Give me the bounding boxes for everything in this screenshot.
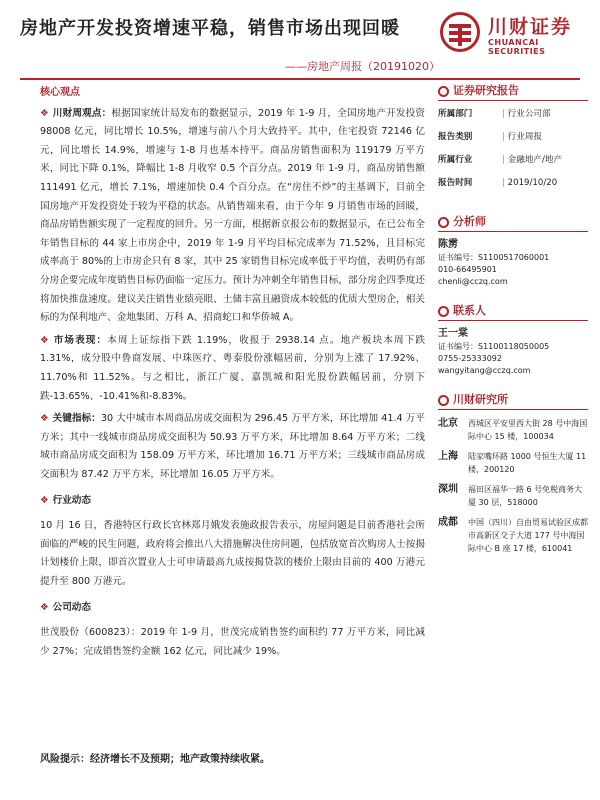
section-dot-icon — [438, 306, 449, 317]
analyst-heading: 分析师 — [438, 215, 588, 229]
report-info-heading: 证券研究报告 — [438, 84, 588, 98]
office-shenzhen: 深圳 福田区福华一路 6 号免税商务大厦 30 层，518000 — [438, 484, 583, 507]
logo-text-en: CHUANCAI SECURITIES — [488, 38, 546, 56]
sidebar-divider — [438, 409, 588, 410]
diamond-bullet-icon: ❖ — [40, 413, 49, 425]
contact-cert: 证书编号：S1100118050005 — [438, 342, 550, 351]
industry-news-heading: ❖ 行业动态 — [40, 495, 91, 507]
logo-text-cn: 川财证券 — [488, 16, 573, 38]
sidebar-divider — [438, 320, 588, 321]
section-dot-icon — [438, 86, 449, 97]
market-performance-paragraph — [40, 332, 425, 406]
report-subtitle: ——房地产周报（20191020） — [285, 60, 440, 73]
report-title: 房地产开发投资增速平稳，销售市场出现回暖 — [20, 18, 400, 39]
contact-name: 王一棠 — [438, 328, 468, 339]
paragraph-text: 30 大中城市本周商品房成交面积为 296.45 万平方米，环比增加 41.4 万平方米；其中一线城市商品房成交面积为 50.93 万平方米，环比增加 8.64 万平方米；二线城市商品房成交面积为 158.09 万平方米，环比增加 16.71 万平方米；三线城市商品房成交面积为 87.42 万平方米，环比增加 16.05 万平方米。 — [40, 413, 425, 480]
diamond-bullet-icon: ❖ — [40, 602, 49, 614]
paragraph-lead: 关键指标： — [52, 413, 101, 425]
sidebar-divider — [438, 100, 588, 101]
logo-mark-icon — [440, 12, 480, 52]
risk-warning: 风险提示：经济增长不及预期；地产政策持续收紧。 — [40, 754, 270, 765]
diamond-bullet-icon: ❖ — [40, 334, 50, 346]
info-row-industry: 所属行业 | 金融地产/地产 — [438, 153, 588, 167]
institute-heading: 川财研究所 — [438, 393, 588, 407]
paragraph-lead: 川财周观点： — [52, 107, 112, 119]
analyst-phone: 010-66495901 — [438, 265, 497, 274]
header-divider — [20, 78, 580, 80]
section-dot-icon — [438, 217, 449, 228]
paragraph-lead: 市场表现： — [53, 334, 108, 346]
key-points-label: 核心观点 — [40, 87, 80, 98]
company-news-text: 世茂股份（600823）：2019 年 1-9 月，世茂完成销售签约面积约 77 万平方米，同比减少 27%；完成销售签约金额 162 亿元，同比减少 19%。 — [40, 627, 425, 657]
key-indicators-paragraph — [40, 410, 425, 484]
sidebar-divider — [438, 231, 588, 232]
industry-news-text: 10 月 16 日，香港特区行政长官林郑月娥发表施政报告表示，房屋问题是目前香港社会所面临的严峻的民生问题，政府将会推出八大措施解决住房问题，包括放宽首次购房人士按揭计划楼价上限，即首次置业人士可申请最高九成按揭贷款的楼价上限由目前的 400 万港元提升至 800 万港元。 — [40, 520, 425, 587]
company-news-heading: ❖ 公司动态 — [40, 602, 91, 614]
analyst-cert: 证书编号：S1100517060001 — [438, 253, 550, 262]
info-row-category: 报告类别 | 行业周报 — [438, 130, 588, 144]
diamond-bullet-icon: ❖ — [40, 107, 49, 119]
info-row-date: 报告时间 | 2019/10/20 — [438, 176, 588, 190]
diamond-bullet-icon: ❖ — [40, 495, 49, 507]
office-shanghai: 上海 陆家嘴环路 1000 号恒生大厦 11 楼，200120 — [438, 451, 587, 474]
analyst-name: 陈雳 — [438, 239, 458, 250]
section-dot-icon — [438, 395, 449, 406]
office-chengdu: 成都 中国（四川）自由贸易试验区成都市高新区交子大道 177 号中海国际中心 B 座 17 楼，610041 — [438, 517, 588, 553]
paragraph-text: 本周上证综指下跌 1.19%，收报于 2938.14 点。地产板块本周下跌 1.31%，成分股中鲁商发展、中珠医疗、粤泰股份涨幅居前，分别为上涨了 17.92%、11.70%和 11.52%。与之相比，浙江广厦、嘉凯城和阳光股份跌幅居前，分别下跌-13.65%、-10.41%和-8.83%。 — [40, 334, 425, 402]
sidebar — [438, 84, 588, 555]
contact-heading: 联系人 — [438, 304, 588, 318]
weekly-view-paragraph — [40, 105, 425, 328]
main-content — [40, 84, 425, 661]
office-beijing: 北京 西城区平安里西大街 28 号中海国际中心 15 楼，100034 — [438, 418, 588, 441]
paragraph-text: 根据国家统计局发布的数据显示，2019 年 1-9 月，全国房地产开发投资 98008 亿元，同比增长 10.5%，增速与前八个月大致持平。其中，住宅投资 72146 亿元，同比增长 14.9%，增速与 1-8 月也基本持平。商品房销售面积为 119179 万平方米，同比下降 0.1%，降幅比 1-8 月收窄 0.5 个百分点。2019 年 1-9 月，商品房销售额 111491 亿元，增长 7.1%，增速加快 0.4 个百分点。在“房住不炒”的主基调下，目前全国房地产开发投资处于较为平稳的状态。从销售端来看，由于今年 9 月销售市场的回暖，商品房销售额实现了一定程度的回升。另一方面，根据新京报公布的数据显示，在已公布全年销售目标的 44 家上市房企中，2019 年 1-9 月平均目标完成率为 71.52%，且目标完成率高于 80%的上市房企只有 8 家，其中 25 家销售目标完成率低于平均值，表明仍有部分房企要完成年度销售目标仍面临一定压力。预计为冲刺全年销售目标，部分房企四季度还将加快推盘速度。建议关注销售业绩亮眼、土储丰富且融资成本较低的优质大型房企，相关标的为保利地产、金地集团、万科 A、招商蛇口和华侨城 A。 — [40, 107, 426, 324]
info-row-department: 所属部门 | 行业公司部 — [438, 107, 588, 121]
contact-phone: 0755-25333092 — [438, 354, 502, 363]
contact-email[interactable]: wangyitang@cczq.com — [438, 366, 531, 375]
analyst-email[interactable]: chenli@cczq.com — [438, 277, 508, 286]
chuancai-logo — [440, 12, 585, 56]
